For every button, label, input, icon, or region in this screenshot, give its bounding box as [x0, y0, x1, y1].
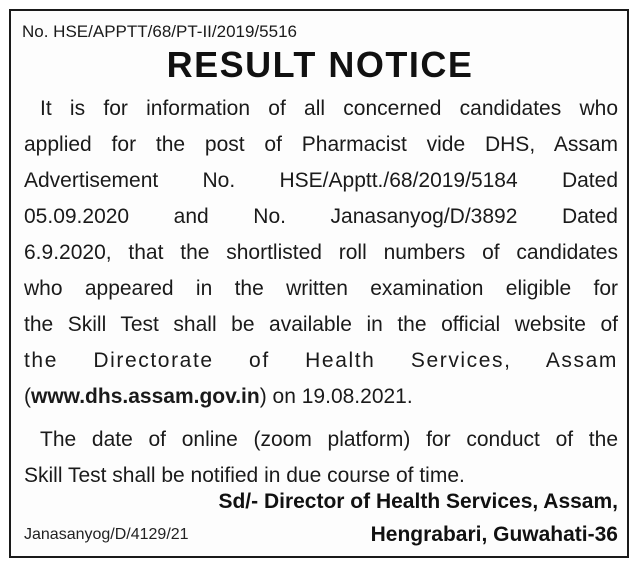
paragraph-1-line: applied for the post of Pharmacist vide DHS, Assam [24, 133, 618, 156]
paragraph-1-line: 6.9.2020, that the shortlisted roll numbers of candidates [24, 241, 618, 264]
date-text: ) on 19.08.2021. [259, 385, 413, 408]
paragraph-1-line: the Directorate of Health Services, Assam [24, 349, 618, 372]
paragraph-1-line: who appeared in the written examination eligible for [24, 277, 618, 300]
website-link[interactable]: www.dhs.assam.gov.in [31, 385, 260, 408]
notice-title: RESULT NOTICE [166, 44, 474, 85]
paragraph-1-line: It is for information of all concerned candidates who [40, 97, 618, 120]
paragraph-1-line: 05.09.2020 and No. Janasanyog/D/3892 Dated [24, 205, 618, 228]
signature-line-1: Sd/- Director of Health Services, Assam, [218, 490, 618, 513]
signature-line-2: Hengrabari, Guwahati-36 [370, 523, 618, 546]
paragraph-1-line [24, 385, 618, 409]
paragraph-1-line: Advertisement No. HSE/Apptt./68/2019/5184 Dated [24, 169, 618, 192]
reference-number: No. HSE/APPTT/68/PT-II/2019/5516 [22, 22, 297, 41]
publicity-code: Janasanyog/D/4129/21 [24, 526, 189, 543]
paragraph-2-line: Skill Test shall be notified in due course of time. [24, 464, 465, 487]
paragraph-1-line: the Skill Test shall be available in the official website of [24, 313, 618, 336]
paragraph-2-line: The date of online (zoom platform) for conduct of the [40, 428, 618, 451]
open-paren: ( [24, 385, 31, 408]
